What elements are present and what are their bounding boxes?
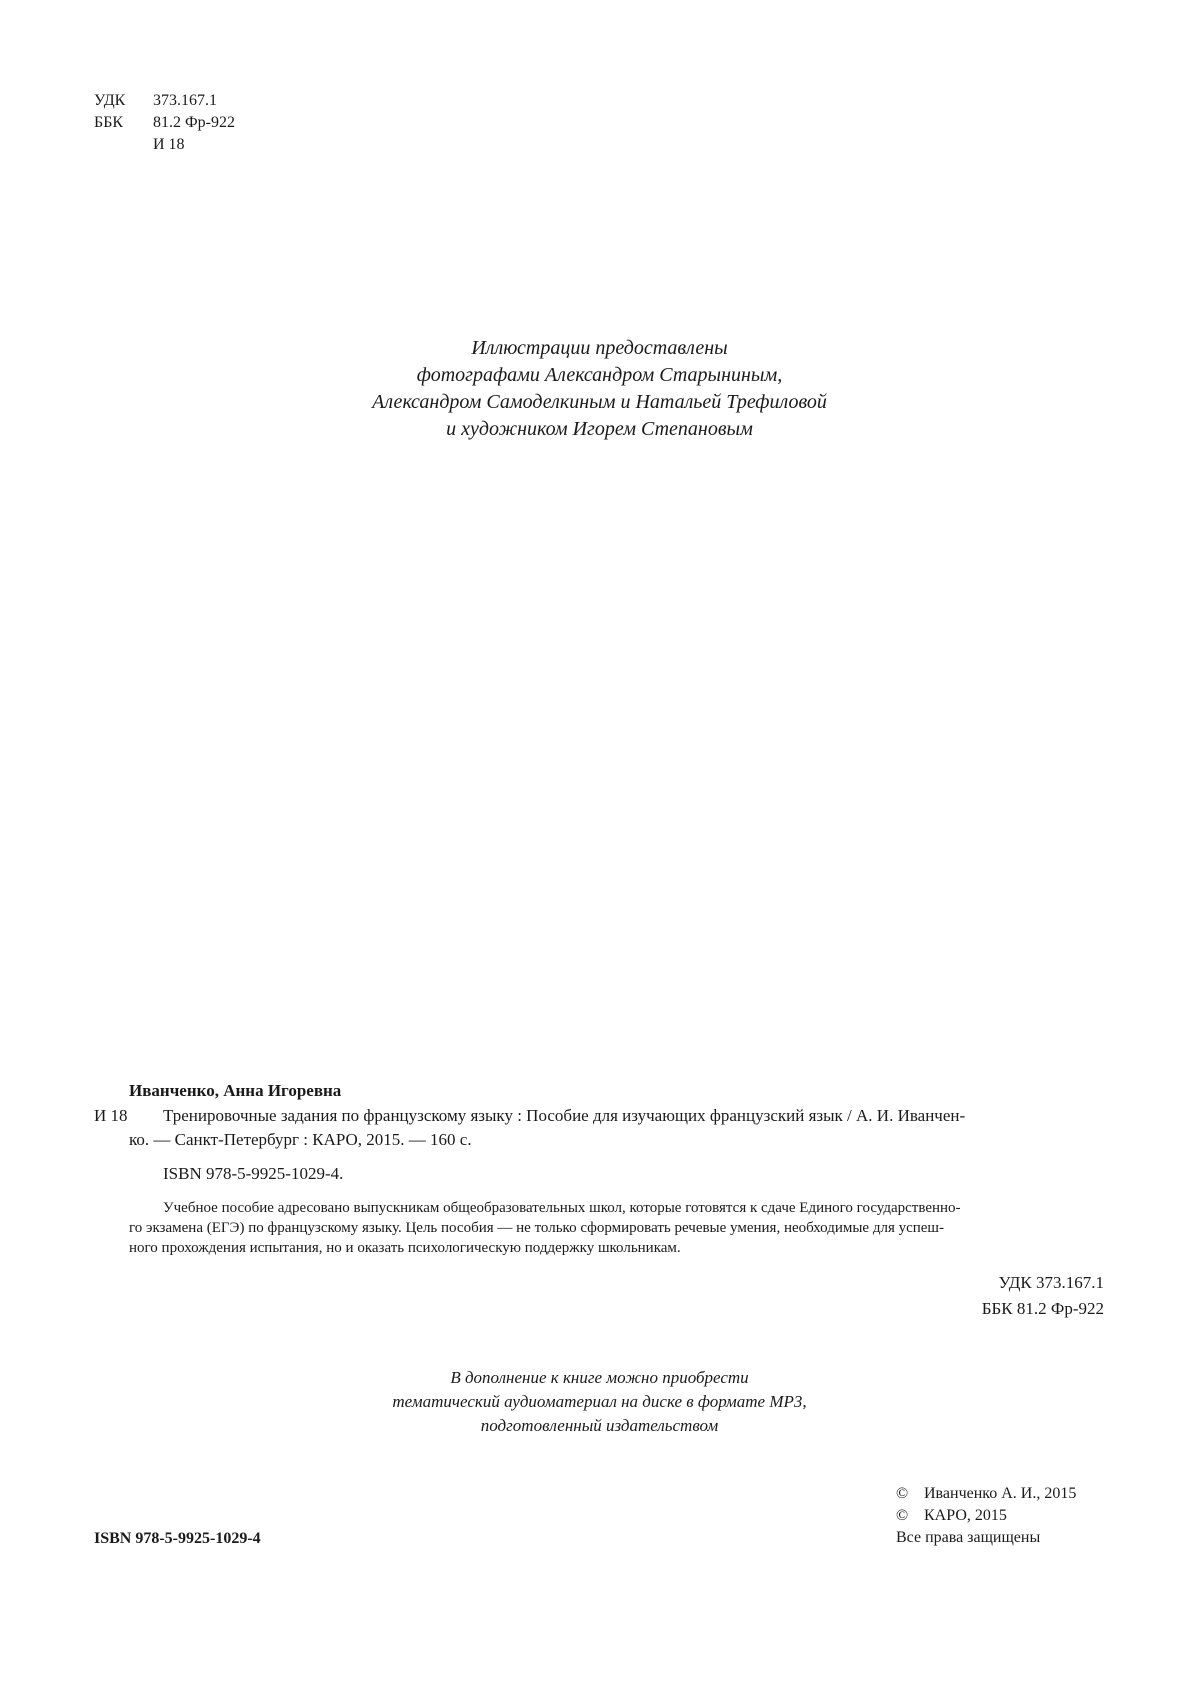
addition-line: подготовленный издательством bbox=[480, 1416, 719, 1435]
author-mark-row bbox=[94, 134, 294, 156]
addition-line: В дополнение к книге можно приобрести bbox=[450, 1368, 749, 1387]
copyright-symbol: © bbox=[896, 1485, 909, 1502]
abstract-line: Учебное пособие адресовано выпускникам общеобразовательных школ, которые готовятся к сдаче Единого государственно- bbox=[163, 1200, 961, 1216]
abstract-line: ного прохождения испытания, но и оказать психологическую поддержку школьникам. bbox=[129, 1240, 681, 1256]
bbk-row bbox=[94, 112, 294, 134]
bbk-value: 81.2 Фр-922 bbox=[153, 114, 235, 131]
record-description-line: Тренировочные задания по французскому языку : Пособие для изучающих французский язык / А. И. Иванчен- bbox=[163, 1106, 966, 1125]
udk-value: 373.167.1 bbox=[153, 92, 217, 109]
footer-isbn: ISBN 978-5-9925-1029-4 bbox=[94, 1530, 261, 1547]
credits-line: Иллюстрации предоставлены bbox=[471, 337, 728, 359]
record-bbk: ББК 81.2 Фр-922 bbox=[981, 1299, 1104, 1318]
record-udk: УДК 373.167.1 bbox=[998, 1273, 1104, 1292]
udk-row bbox=[94, 90, 294, 112]
credits-line: Александром Самоделкиным и Натальей Трефиловой bbox=[372, 391, 827, 413]
rights-reserved: Все права защищены bbox=[896, 1529, 1041, 1546]
illustration-credits bbox=[0, 335, 1199, 443]
copyright-publisher: КАРО, 2015 bbox=[924, 1507, 1007, 1524]
udk-label: УДК bbox=[94, 92, 126, 109]
record-codes bbox=[982, 1270, 1104, 1322]
copyright-symbol: © bbox=[896, 1507, 909, 1524]
record-isbn: ISBN 978-5-9925-1029-4. bbox=[163, 1164, 344, 1183]
author-mark: И 18 bbox=[153, 136, 185, 153]
bbk-label: ББК bbox=[94, 114, 124, 131]
record-index-code: И 18 bbox=[94, 1106, 128, 1125]
record-description-line: ко. — Санкт-Петербург : КАРО, 2015. — 160 с. bbox=[129, 1130, 472, 1149]
copyright-author: Иванченко А. И., 2015 bbox=[924, 1485, 1077, 1502]
record-author: Иванченко, Анна Игоревна bbox=[129, 1081, 342, 1100]
credits-line: и художником Игорем Степановым bbox=[446, 418, 753, 440]
addition-note bbox=[0, 1366, 1199, 1438]
addition-line: тематический аудиоматериал на диске в формате MP3, bbox=[392, 1392, 807, 1411]
credits-line: фотографами Александром Старыниным, bbox=[416, 364, 783, 386]
abstract-line: го экзамена (ЕГЭ) по французскому языку. Цель пособия — не только сформировать речевые умения, необходимые для успеш- bbox=[129, 1220, 944, 1236]
